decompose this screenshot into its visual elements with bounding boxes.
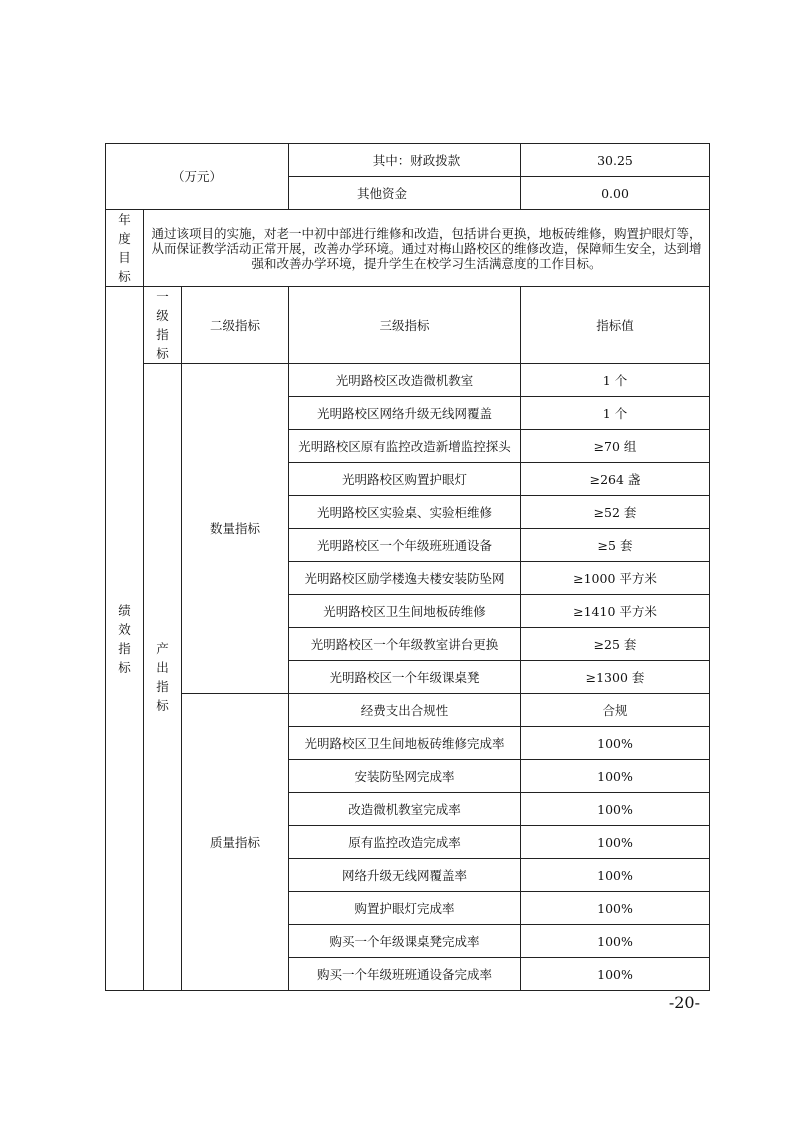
- table-row: [106, 364, 710, 397]
- funding-fiscal-row: [106, 144, 710, 177]
- fiscal-funding-label: 其中：财政拨款: [289, 144, 521, 177]
- other-funding-value: 0.00: [521, 177, 710, 210]
- performance-indicator-label: 绩效指标: [106, 287, 144, 991]
- indicator-value: 100%: [521, 760, 710, 793]
- indicator-name: 光明路校区卫生间地板砖维修: [289, 595, 521, 628]
- quantity-indicator-label: 数量指标: [182, 364, 289, 694]
- indicator-value: 100%: [521, 826, 710, 859]
- indicator-name: 购置护眼灯完成率: [289, 892, 521, 925]
- indicator-name: 光明路校区励学楼逸夫楼安装防坠网: [289, 562, 521, 595]
- funding-unit-label: （万元）: [106, 144, 289, 210]
- table-row: [106, 694, 710, 727]
- indicator-value: 100%: [521, 727, 710, 760]
- indicator-value: 1 个: [521, 397, 710, 430]
- other-funding-label: 其他资金: [289, 177, 521, 210]
- indicator-value: 100%: [521, 793, 710, 826]
- performance-table: [105, 143, 710, 991]
- indicator-value: ≥1000 平方米: [521, 562, 710, 595]
- annual-goal-label: 年度目标: [106, 210, 144, 287]
- indicator-name: 光明路校区改造微机教室: [289, 364, 521, 397]
- level1-header: 一级指标: [144, 287, 182, 364]
- indicator-name: 安装防坠网完成率: [289, 760, 521, 793]
- page-number: -20-: [668, 993, 700, 1012]
- indicator-name: 光明路校区一个年级班班通设备: [289, 529, 521, 562]
- annual-goal-text: 通过该项目的实施，对老一中初中部进行维修和改造，包括讲台更换，地板砖维修，购置护眼灯等，从而保证教学活动正常开展，改善办学环境。通过对梅山路校区的维修改造，保障师生安全，达到增强和改善办学环境，提升学生在校学习生活满意度的工作目标。: [144, 210, 710, 287]
- annual-goal-row: [106, 210, 710, 287]
- indicator-value: 100%: [521, 958, 710, 991]
- indicator-name: 光明路校区网络升级无线网覆盖: [289, 397, 521, 430]
- indicator-value: 100%: [521, 925, 710, 958]
- indicator-value: 1 个: [521, 364, 710, 397]
- value-header: 指标值: [521, 287, 710, 364]
- level2-header: 二级指标: [182, 287, 289, 364]
- indicator-name: 改造微机教室完成率: [289, 793, 521, 826]
- quality-indicator-label: 质量指标: [182, 694, 289, 991]
- indicator-name: 光明路校区一个年级课桌凳: [289, 661, 521, 694]
- indicator-name: 光明路校区一个年级教室讲台更换: [289, 628, 521, 661]
- indicator-value: ≥1300 套: [521, 661, 710, 694]
- indicator-value: ≥1410 平方米: [521, 595, 710, 628]
- indicator-name: 原有监控改造完成率: [289, 826, 521, 859]
- indicator-value: ≥5 套: [521, 529, 710, 562]
- indicator-value: 100%: [521, 892, 710, 925]
- indicator-name: 光明路校区购置护眼灯: [289, 463, 521, 496]
- indicator-name: 网络升级无线网覆盖率: [289, 859, 521, 892]
- indicator-name: 光明路校区实验桌、实验柜维修: [289, 496, 521, 529]
- indicator-value: 合规: [521, 694, 710, 727]
- indicator-name: 光明路校区原有监控改造新增监控探头: [289, 430, 521, 463]
- indicator-name: 购买一个年级班班通设备完成率: [289, 958, 521, 991]
- level3-header: 三级指标: [289, 287, 521, 364]
- indicator-name: 光明路校区卫生间地板砖维修完成率: [289, 727, 521, 760]
- indicator-value: ≥264 盏: [521, 463, 710, 496]
- output-indicator-label: 产出指标: [144, 364, 182, 991]
- indicator-value: ≥52 套: [521, 496, 710, 529]
- indicator-value: ≥70 组: [521, 430, 710, 463]
- indicator-name: 经费支出合规性: [289, 694, 521, 727]
- fiscal-funding-value: 30.25: [521, 144, 710, 177]
- indicator-value: 100%: [521, 859, 710, 892]
- indicator-name: 购买一个年级课桌凳完成率: [289, 925, 521, 958]
- indicator-header-row: [106, 287, 710, 364]
- indicator-value: ≥25 套: [521, 628, 710, 661]
